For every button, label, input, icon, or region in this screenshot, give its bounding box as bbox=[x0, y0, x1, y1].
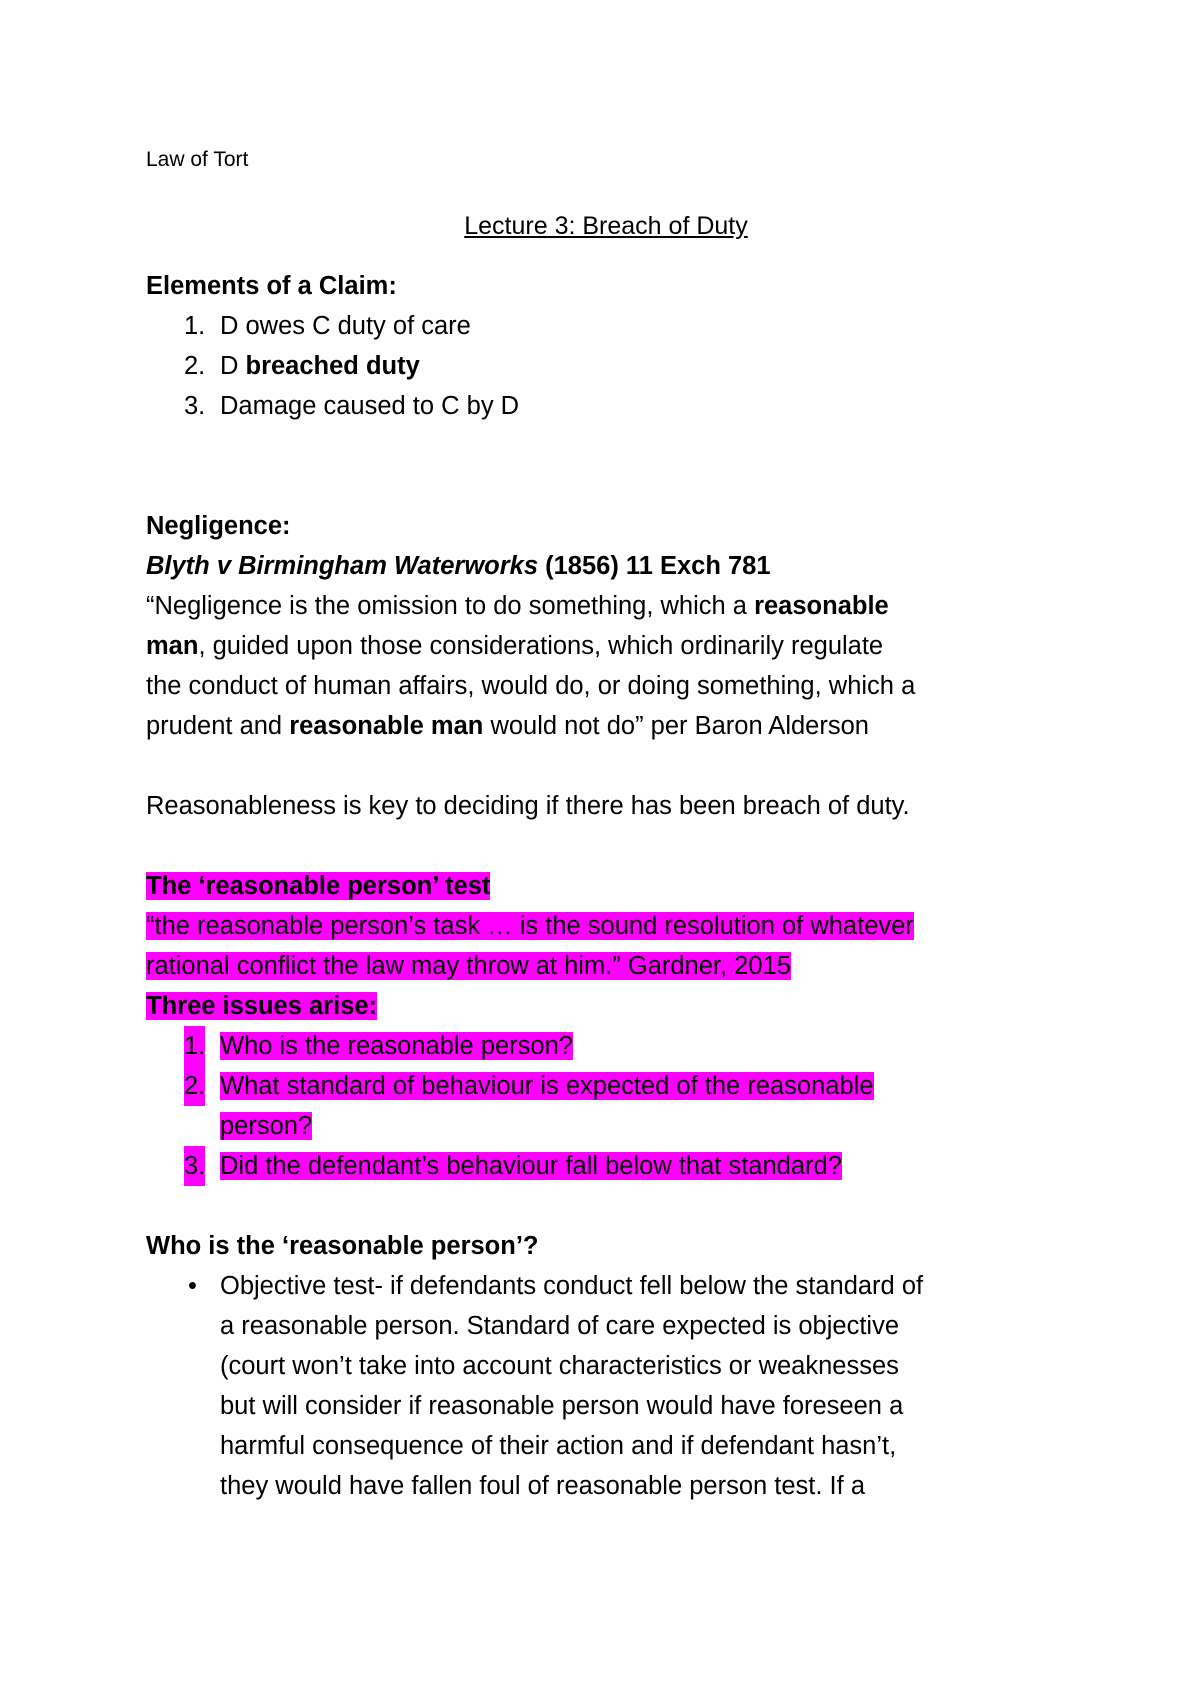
test-heading: The ‘reasonable person’ test bbox=[146, 872, 491, 900]
list-item: 2. What standard of behaviour is expected of the reasonable person? bbox=[146, 1066, 1066, 1146]
negligence-heading: Negligence: bbox=[146, 512, 291, 540]
quote-line: “Negligence is the omission to do something, which a reasonable bbox=[146, 592, 889, 620]
who-heading: Who is the ‘reasonable person’? bbox=[146, 1232, 539, 1260]
list-item: 1. Who is the reasonable person? bbox=[146, 1026, 1066, 1066]
document-content bbox=[146, 146, 1066, 1506]
elements-heading: Elements of a Claim: bbox=[146, 272, 397, 300]
course-name: Law of Tort bbox=[146, 148, 249, 171]
gardner-quote-line: rational conflict the law may throw at him.” Gardner, 2015 bbox=[146, 952, 791, 980]
gardner-quote-line: “the reasonable person’s task … is the sound resolution of whatever bbox=[146, 912, 914, 940]
list-item: 1. D owes C duty of care bbox=[184, 312, 471, 340]
elements-list bbox=[146, 306, 1066, 426]
quote-line: prudent and reasonable man would not do” per Baron Alderson bbox=[146, 712, 869, 740]
bullet-icon: • bbox=[188, 1272, 197, 1300]
quote-line: the conduct of human affairs, would do, or doing something, which a bbox=[146, 672, 916, 700]
list-item: 3. Did the defendant’s behaviour fall below that standard? bbox=[146, 1146, 1066, 1186]
list-item: 3. Damage caused to C by D bbox=[184, 392, 520, 420]
quote-line: man, guided upon those considerations, which ordinarily regulate bbox=[146, 632, 884, 660]
who-list bbox=[146, 1266, 1066, 1506]
case-citation: Blyth v Birmingham Waterworks (1856) 11 Exch 781 bbox=[146, 552, 771, 580]
issues-heading: Three issues arise: bbox=[146, 992, 378, 1020]
lecture-title: Lecture 3: Breach of Duty bbox=[464, 212, 748, 240]
list-item: • Objective test- if defendants conduct fell below the standard of a reasonable person. Standard of care expected is objective (court won’t take into account characteristics or weaknesses but will consider if reasonable person would have foreseen a harmful consequence of their action and if defendant hasn’t, they would have fallen foul of reasonable person test. If a bbox=[146, 1266, 1066, 1506]
issues-list bbox=[146, 1026, 1066, 1186]
reasonableness-statement: Reasonableness is key to deciding if there has been breach of duty. bbox=[146, 792, 910, 820]
list-item: 2. D breached duty bbox=[184, 352, 420, 380]
